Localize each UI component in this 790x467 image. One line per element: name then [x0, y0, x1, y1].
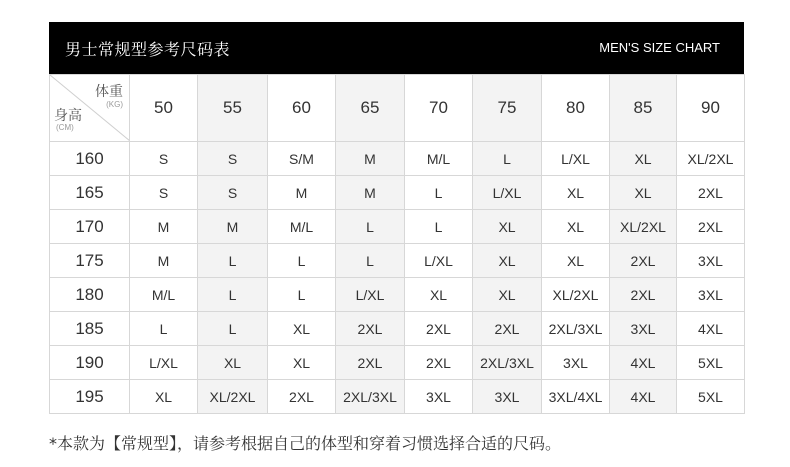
table-row	[50, 244, 745, 278]
size-cell: XL	[542, 244, 610, 278]
size-cell: 2XL	[336, 312, 405, 346]
size-cell: 2XL/3XL	[542, 312, 610, 346]
size-cell: L	[130, 312, 198, 346]
chart-header	[49, 22, 744, 74]
size-cell: L	[405, 176, 473, 210]
weight-header-cell: 60	[268, 75, 336, 142]
height-cell: 160	[50, 142, 130, 176]
size-cell: M	[130, 210, 198, 244]
corner-cell	[50, 75, 130, 142]
size-cell: XL	[130, 380, 198, 414]
table-row	[50, 176, 745, 210]
size-cell: S	[130, 176, 198, 210]
size-cell: M	[130, 244, 198, 278]
size-cell: 4XL	[677, 312, 745, 346]
height-cell: 165	[50, 176, 130, 210]
size-cell: L/XL	[405, 244, 473, 278]
table-row	[50, 380, 745, 414]
size-cell: L	[268, 244, 336, 278]
weight-header-cell: 50	[130, 75, 198, 142]
size-cell: XL/2XL	[198, 380, 268, 414]
size-cell: 2XL	[405, 312, 473, 346]
size-cell: 2XL	[610, 244, 677, 278]
size-cell: 4XL	[610, 380, 677, 414]
weight-header-cell: 90	[677, 75, 745, 142]
size-cell: S/M	[268, 142, 336, 176]
height-unit: (CM)	[56, 123, 74, 132]
table-row	[50, 278, 745, 312]
size-cell: 3XL	[677, 244, 745, 278]
size-cell: 2XL	[677, 210, 745, 244]
weight-label: 体重	[95, 84, 123, 100]
height-cell: 185	[50, 312, 130, 346]
size-cell: XL	[610, 142, 677, 176]
size-cell: 2XL	[336, 346, 405, 380]
size-cell: L	[268, 278, 336, 312]
size-cell: 3XL	[677, 278, 745, 312]
size-cell: M	[336, 176, 405, 210]
weight-unit: (KG)	[106, 100, 123, 109]
size-cell: 2XL	[610, 278, 677, 312]
size-cell: L	[198, 244, 268, 278]
chart-subtitle: MEN'S SIZE CHART	[599, 40, 720, 55]
size-cell: M/L	[405, 142, 473, 176]
size-cell: L	[405, 210, 473, 244]
size-cell: L/XL	[336, 278, 405, 312]
size-cell: XL	[610, 176, 677, 210]
size-cell: S	[198, 142, 268, 176]
size-cell: L	[198, 278, 268, 312]
header-row	[50, 75, 745, 142]
size-cell: 2XL	[268, 380, 336, 414]
size-cell: 3XL	[610, 312, 677, 346]
size-cell: 4XL	[610, 346, 677, 380]
size-cell: XL	[473, 210, 542, 244]
size-cell: 2XL/3XL	[336, 380, 405, 414]
weight-header-cell: 65	[336, 75, 405, 142]
size-cell: L	[473, 142, 542, 176]
size-cell: XL	[268, 346, 336, 380]
size-cell: 2XL	[677, 176, 745, 210]
size-cell: XL	[542, 176, 610, 210]
size-cell: M	[268, 176, 336, 210]
height-cell: 180	[50, 278, 130, 312]
size-cell: L/XL	[542, 142, 610, 176]
size-cell: L	[198, 312, 268, 346]
size-cell: M/L	[130, 278, 198, 312]
weight-header-cell: 70	[405, 75, 473, 142]
size-cell: XL	[473, 278, 542, 312]
size-cell: L	[336, 244, 405, 278]
size-cell: XL	[473, 244, 542, 278]
weight-header-cell: 55	[198, 75, 268, 142]
height-cell: 170	[50, 210, 130, 244]
size-cell: XL/2XL	[542, 278, 610, 312]
size-cell: M	[336, 142, 405, 176]
size-cell: 5XL	[677, 380, 745, 414]
chart-title: 男士常规型参考尺码表	[65, 40, 231, 59]
table-row	[50, 312, 745, 346]
size-cell: XL	[542, 210, 610, 244]
table-row	[50, 142, 745, 176]
size-table	[49, 74, 745, 414]
size-cell: XL	[405, 278, 473, 312]
weight-header-cell: 85	[610, 75, 677, 142]
fit-note: *本款为【常规型】，请参考根据自己的体型和穿着习惯选择合适的尺码。	[49, 434, 562, 453]
weight-header-cell: 75	[473, 75, 542, 142]
size-cell: M	[198, 210, 268, 244]
size-cell: L/XL	[130, 346, 198, 380]
size-cell: XL/2XL	[677, 142, 745, 176]
size-chart	[49, 22, 744, 414]
size-cell: XL	[268, 312, 336, 346]
size-cell: 5XL	[677, 346, 745, 380]
size-cell: M/L	[268, 210, 336, 244]
size-cell: 3XL	[542, 346, 610, 380]
size-cell: L	[336, 210, 405, 244]
height-cell: 195	[50, 380, 130, 414]
height-cell: 175	[50, 244, 130, 278]
size-cell: XL/2XL	[610, 210, 677, 244]
size-cell: XL	[198, 346, 268, 380]
size-cell: S	[198, 176, 268, 210]
table-row	[50, 210, 745, 244]
size-cell: 3XL	[473, 380, 542, 414]
size-cell: L/XL	[473, 176, 542, 210]
size-cell: 3XL/4XL	[542, 380, 610, 414]
size-cell: 2XL	[473, 312, 542, 346]
size-cell: 3XL	[405, 380, 473, 414]
size-cell: S	[130, 142, 198, 176]
size-cell: 2XL	[405, 346, 473, 380]
size-cell: 2XL/3XL	[473, 346, 542, 380]
weight-header-cell: 80	[542, 75, 610, 142]
height-cell: 190	[50, 346, 130, 380]
table-row	[50, 346, 745, 380]
height-label: 身高	[54, 108, 82, 124]
